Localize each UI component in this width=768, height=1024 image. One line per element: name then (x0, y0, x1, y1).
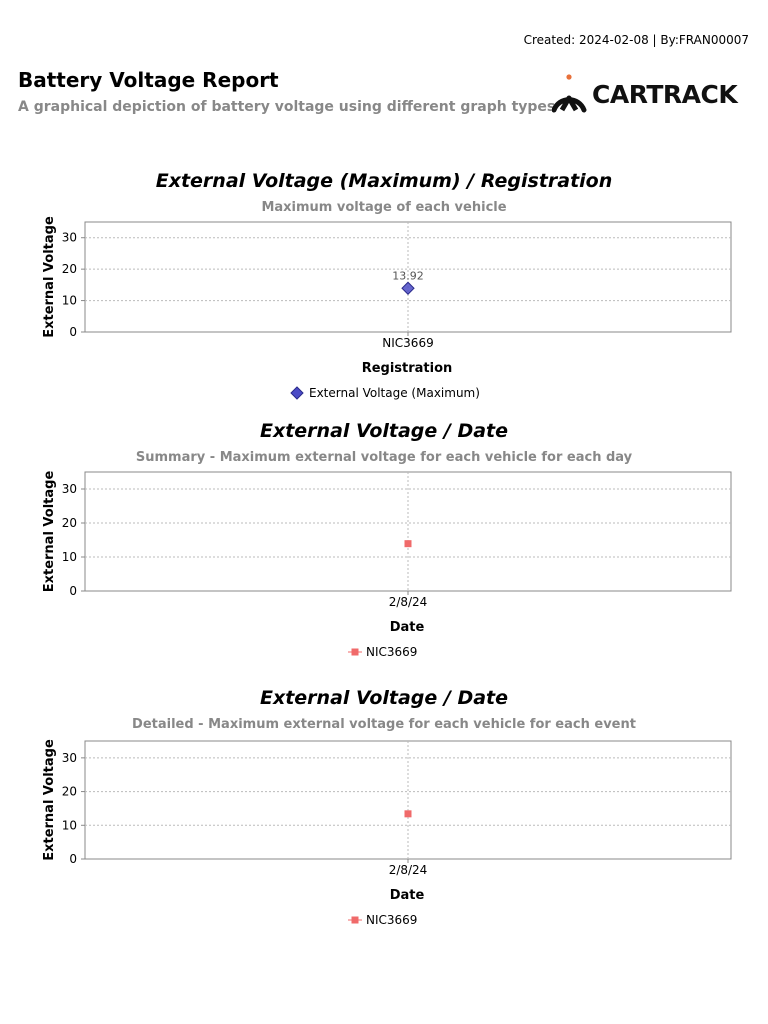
cartrack-logo (552, 74, 752, 116)
chart-voltage-date-detailed (0, 682, 768, 937)
y-tick-label: 0 (69, 325, 77, 339)
chart-title: External Voltage / Date (259, 687, 509, 709)
y-tick-label: 30 (61, 230, 77, 245)
x-axis-label: Date (389, 888, 425, 903)
y-axis-label: External Voltage (42, 216, 57, 338)
legend-marker-square (352, 649, 359, 656)
y-tick-label: 10 (61, 293, 77, 308)
data-point-square (405, 540, 412, 547)
legend-label: NIC3669 (366, 645, 418, 659)
logo-text: CARTRACK (592, 80, 738, 109)
y-tick-label: 30 (61, 750, 77, 765)
y-tick-label: 0 (69, 584, 77, 598)
x-tick-label: 2/8/24 (388, 595, 428, 609)
cartrack-logo-icon (552, 74, 592, 116)
y-axis-label: External Voltage (42, 470, 57, 593)
y-tick-label: 20 (61, 516, 77, 530)
chart-subtitle: Detailed - Maximum external voltage for each vehicle for each event (132, 717, 636, 732)
x-axis-label: Registration (361, 361, 453, 376)
chart-title: External Voltage (Maximum) / Registration (155, 170, 613, 192)
y-tick-label: 10 (61, 818, 77, 833)
report-title: Battery Voltage Report (18, 68, 279, 92)
y-tick-label: 10 (61, 550, 77, 564)
x-tick-label: NIC3669 (382, 336, 434, 350)
y-tick-label: 30 (61, 482, 77, 496)
legend-marker-square (352, 917, 359, 924)
x-tick-label: 2/8/24 (388, 863, 428, 877)
logo-dot (566, 74, 571, 79)
data-label: 13.92 (392, 269, 424, 283)
chart-title: External Voltage / Date (259, 420, 509, 442)
legend-marker-diamond (291, 387, 303, 399)
report-subtitle: A graphical depiction of battery voltage using different graph types (18, 99, 556, 115)
y-tick-label: 20 (61, 784, 77, 799)
chart-voltage-date-summary (0, 415, 768, 670)
chart-subtitle: Maximum voltage of each vehicle (261, 200, 507, 215)
x-axis-label: Date (389, 620, 425, 635)
y-tick-label: 0 (69, 852, 77, 866)
report-meta: Created: 2024-02-08 | By:FRAN00007 (523, 33, 749, 47)
legend-label: NIC3669 (366, 913, 418, 927)
chart-max-voltage-registration (0, 165, 768, 410)
chart-subtitle: Summary - Maximum external voltage for each vehicle for each day (135, 450, 633, 465)
data-point-square (405, 810, 412, 817)
legend-label: External Voltage (Maximum) (309, 386, 480, 400)
y-tick-label: 20 (61, 262, 77, 277)
y-axis-label: External Voltage (42, 739, 57, 861)
